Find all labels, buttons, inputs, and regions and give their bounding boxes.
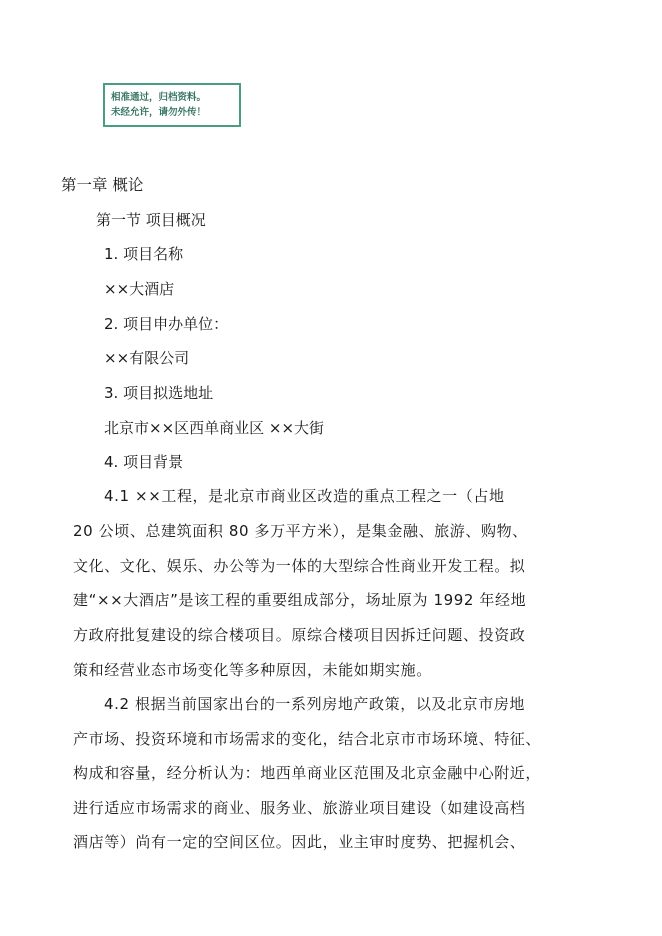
- stamp-line-1: 相准通过，归档资料。: [111, 92, 207, 103]
- paragraph-line: 方政府批复建设的综合楼项目。原综合楼项目因拆迁问题、投资政: [73, 626, 526, 644]
- item-site-value: 北京市××区西单商业区 ××大街: [104, 419, 325, 437]
- chapter-title: 第一章 概论: [61, 176, 144, 194]
- paragraph-line: 4.1 ××工程，是北京市商业区改造的重点工程之一（占地: [104, 487, 505, 505]
- item-applicant-value: ××有限公司: [104, 349, 190, 367]
- item-applicant-label: 2. 项目申办单位：: [104, 315, 229, 333]
- paragraph-line: 文化、文化、娱乐、办公等为一体的大型综合性商业开发工程。拟: [73, 557, 526, 575]
- stamp-line-2: 未经允许，请勿外传！: [111, 107, 207, 118]
- item-project-name-value: ××大酒店: [104, 280, 175, 298]
- paragraph-line: 酒店等）尚有一定的空间区位。因此，业主审时度势、把握机会、: [73, 833, 526, 851]
- section-title: 第一节 项目概况: [96, 211, 206, 229]
- paragraph-line: 构成和容量，经分析认为：地西单商业区范围及北京金融中心附近，: [73, 764, 542, 782]
- paragraph-line: 产市场、投资环境和市场需求的变化，结合北京市市场环境、特征、: [73, 730, 542, 748]
- paragraph-line: 建“××大酒店”是该工程的重要组成部分，场址原为 1992 年经地: [73, 591, 527, 609]
- paragraph-line: 4.2 根据当前国家出台的一系列房地产政策，以及北京市房地: [104, 695, 526, 713]
- item-site-label: 3. 项目拟选地址: [104, 384, 214, 402]
- approval-stamp: [103, 83, 241, 127]
- item-project-name-label: 1. 项目名称: [104, 245, 184, 263]
- paragraph-line: 策和经营业态市场变化等多种原因，未能如期实施。: [73, 661, 432, 679]
- paragraph-line: 进行适应市场需求的商业、服务业、旅游业项目建设（如建设高档: [73, 799, 526, 817]
- paragraph-line: 20 公顷、总建筑面积 80 多万平方米），是集金融、旅游、购物、: [73, 522, 528, 540]
- item-background-label: 4. 项目背景: [104, 453, 184, 471]
